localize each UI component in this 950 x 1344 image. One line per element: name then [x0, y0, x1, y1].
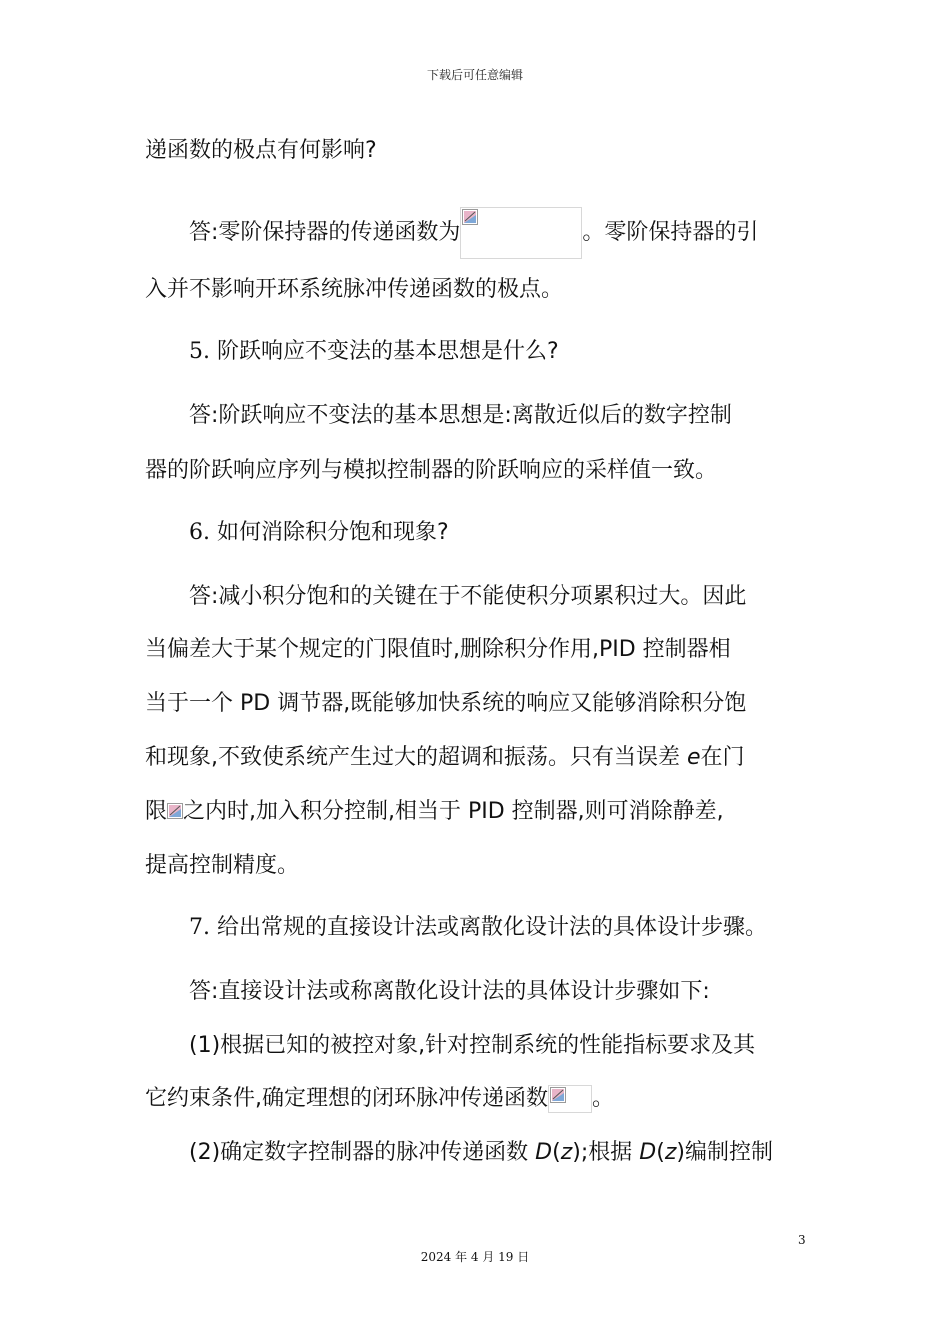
line-text: 递函数的极点有何影响? — [145, 138, 377, 163]
line-text: 在门 — [700, 745, 745, 770]
paragraph-line — [189, 207, 758, 259]
formula-image-placeholder — [460, 207, 582, 259]
paragraph-line — [189, 977, 710, 1007]
paren: ( — [656, 1140, 665, 1165]
paragraph-line — [145, 797, 724, 827]
variable-e: e — [687, 745, 701, 770]
paragraph-line — [145, 635, 731, 665]
broken-image-icon — [462, 209, 478, 225]
line-text: 和现象,不致使系统产生过大的超调和振荡。只有当误差 — [145, 745, 687, 770]
question-number: 5. — [189, 339, 210, 364]
page-header: 下载后可任意编辑 — [426, 68, 523, 82]
line-text: 答:直接设计法或称离散化设计法的具体设计步骤如下: — [189, 979, 710, 1004]
paragraph-line — [145, 1084, 614, 1114]
line-text: 答:零阶保持器的传递函数为 — [189, 220, 461, 245]
paragraph-line — [189, 1031, 755, 1061]
variable-D: D — [639, 1140, 657, 1165]
line-text: 之内时,加入积分控制,相当于 PID 控制器,则可消除静差, — [183, 799, 724, 824]
paren: ( — [552, 1140, 561, 1165]
page-number: 3 — [798, 1233, 806, 1247]
paragraph-line — [145, 851, 299, 881]
question-line — [189, 337, 559, 367]
variable-z: z — [664, 1140, 677, 1165]
paragraph-line — [189, 582, 746, 612]
line-text: 编制控制 — [684, 1140, 773, 1165]
paragraph-line — [145, 456, 717, 486]
question-line — [189, 518, 449, 548]
line-text: 器的阶跃响应序列与模拟控制器的阶跃响应的采样值一致。 — [145, 458, 718, 483]
line-text: 。 — [592, 1086, 615, 1111]
line-text: 提高控制精度。 — [145, 853, 300, 878]
line-text: 当偏差大于某个规定的门限值时,删除积分作用,PID 控制器相 — [145, 637, 731, 662]
line-text: 限 — [145, 799, 168, 824]
line-text: 当于一个 PD 调节器,既能够加快系统的响应又能够消除积分饱 — [145, 691, 747, 716]
line-text: 它约束条件,确定理想的闭环脉冲传递函数 — [145, 1086, 548, 1111]
broken-image-icon — [167, 803, 183, 819]
paren: ) — [572, 1140, 581, 1165]
variable-D: D — [535, 1140, 553, 1165]
line-text: 给出常规的直接设计法或离散化设计法的具体设计步骤。 — [217, 915, 768, 940]
question-number: 7. — [189, 915, 210, 940]
line-text: 。零阶保持器的引 — [582, 220, 759, 245]
line-text: 入并不影响开环系统脉冲传递函数的极点。 — [145, 277, 564, 302]
line-text: 阶跃响应不变法的基本思想是什么? — [217, 339, 559, 364]
variable-z: z — [560, 1140, 573, 1165]
paragraph-line — [189, 1138, 773, 1168]
line-text: (2)确定数字控制器的脉冲传递函数 — [189, 1140, 536, 1165]
paragraph-line — [189, 401, 732, 431]
question-line — [189, 913, 767, 943]
line-text: (1)根据已知的被控对象,针对控制系统的性能指标要求及其 — [189, 1033, 756, 1058]
line-text: 答:减小积分饱和的关键在于不能使积分项累积过大。因此 — [189, 584, 747, 609]
line-text: ;根据 — [580, 1140, 640, 1165]
line-text: 如何消除积分饱和现象? — [217, 520, 449, 545]
line-text: 答:阶跃响应不变法的基本思想是:离散近似后的数字控制 — [189, 403, 732, 428]
paragraph-line — [145, 275, 563, 305]
paren: ) — [676, 1140, 685, 1165]
paragraph-line — [145, 136, 377, 166]
question-number: 6. — [189, 520, 210, 545]
formula-image-placeholder — [548, 1085, 592, 1113]
broken-image-icon — [550, 1087, 566, 1103]
paragraph-line — [145, 689, 746, 719]
paragraph-line — [145, 743, 745, 773]
page-footer-date: 2024 年 4 月 19 日 — [420, 1250, 530, 1264]
